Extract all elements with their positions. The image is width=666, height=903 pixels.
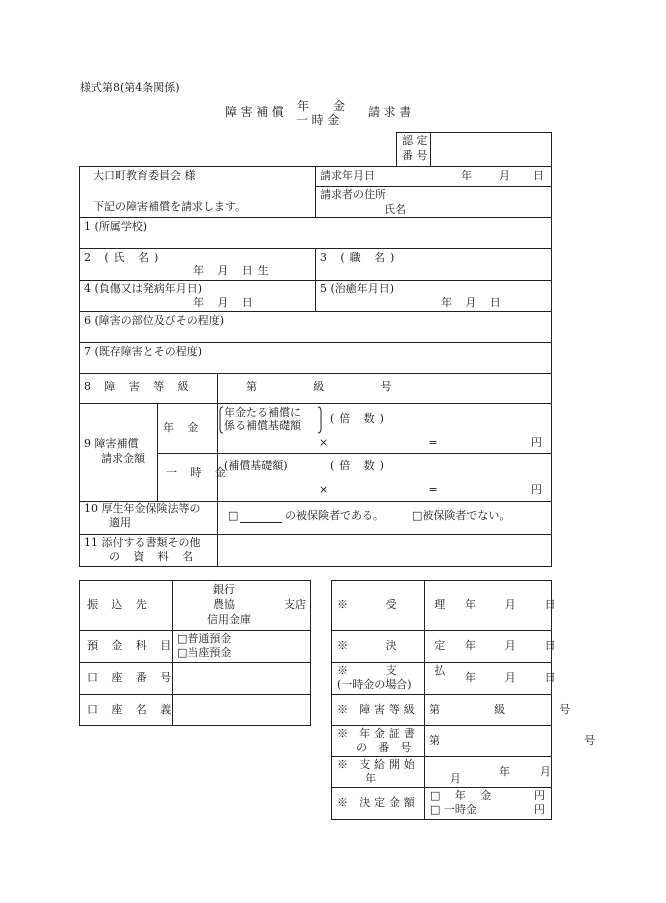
account-number-label: 口 座 番 号	[87, 671, 177, 684]
pension-amount-yen: 円	[534, 789, 545, 802]
rule	[79, 630, 311, 631]
bangou-label: 番 号	[402, 149, 428, 162]
form-title-right: 請求書	[368, 105, 415, 119]
rule	[331, 630, 552, 631]
disability-grade-value: 第 級 号	[246, 380, 418, 393]
nintei-number-field[interactable]	[432, 143, 550, 161]
account-holder-label: 口 座 名 義	[87, 703, 177, 716]
lump-sum-calc: × =	[319, 483, 487, 496]
insured-checkbox[interactable]: □	[228, 509, 239, 522]
decided-pension-option[interactable]: □ 年 金	[430, 789, 497, 802]
rule	[79, 580, 80, 726]
pension-calc: × =	[319, 436, 487, 449]
rule	[551, 580, 552, 820]
birthdate: 年 月 日生	[193, 264, 274, 277]
certificate-label-1: ※ 年金証書	[337, 727, 419, 740]
rule	[315, 166, 316, 217]
rule	[79, 694, 311, 695]
pension-label: 年 金	[163, 421, 204, 434]
claim-amount-label-2: 請求金額	[101, 452, 145, 465]
grade-label: ※ 障害等級	[337, 703, 419, 716]
injury-date-label: 4 (負傷又は発病年月日)	[84, 282, 203, 295]
rule	[331, 725, 552, 726]
date-day-unit: 日	[533, 169, 544, 182]
address-label: 請求者の住所	[320, 188, 386, 201]
bank-type-shinkin: 信用金庫	[207, 613, 251, 626]
receipt-date: 年 月 日	[465, 598, 569, 611]
recovery-date-label: 5 (治癒年月日)	[320, 282, 395, 295]
payment-date: 年 月 日	[465, 671, 569, 684]
injury-date: 年 月 日	[193, 296, 258, 309]
form-title-ichiji: 一時金	[296, 113, 343, 127]
rule	[79, 373, 552, 374]
rule	[430, 132, 431, 166]
rule	[551, 166, 552, 567]
rule	[315, 248, 316, 311]
rule	[79, 580, 311, 581]
rule	[396, 132, 552, 133]
pension-law-label-2: 適用	[109, 516, 131, 529]
decision-label: ※ 決 定	[337, 639, 463, 652]
rule	[79, 662, 311, 663]
bracket-icon	[218, 405, 328, 435]
transfer-destination-label: 振 込 先	[87, 598, 152, 611]
payment-note: (一時金の場合)	[337, 678, 412, 691]
name-label: 2 (氏 名)	[84, 251, 164, 264]
rule	[331, 787, 552, 788]
lump-sum-yen: 円	[531, 483, 542, 496]
claimant-name-label: 氏名	[384, 203, 406, 216]
decided-amount-label: ※ 決定金額	[337, 796, 419, 809]
date-month-unit: 月	[499, 169, 510, 182]
lump-sum-amount-yen: 円	[534, 803, 545, 816]
rule	[331, 694, 552, 695]
date-year-unit: 年	[461, 169, 472, 182]
deposit-type-ordinary[interactable]: □普通預金	[177, 632, 232, 645]
grade-value: 第 級 号	[429, 703, 596, 716]
job-label: 3 (職 名)	[320, 251, 400, 264]
form-title-nen: 年	[297, 99, 313, 113]
rule	[331, 819, 552, 820]
rule	[79, 534, 552, 535]
branch-label: 支店	[284, 598, 306, 611]
bank-type-nokyo: 農協	[213, 598, 235, 611]
rule	[79, 311, 552, 312]
claim-amount-label-1: 9 障害補償	[84, 437, 139, 450]
not-insured-option[interactable]: □被保険者でない。	[412, 509, 511, 522]
rule	[79, 342, 552, 343]
rule	[79, 725, 311, 726]
attachments-label-1: 11 添付する書類その他	[84, 536, 201, 549]
rule	[331, 756, 552, 757]
rule	[331, 580, 332, 820]
rule	[79, 166, 80, 567]
rule	[315, 186, 552, 187]
payment-label: ※ 支 払	[337, 664, 463, 677]
pension-yen: 円	[531, 436, 542, 449]
pension-law-label-1: 10 厚生年金保険法等の	[84, 502, 201, 515]
form-title-kin: 金	[333, 99, 349, 113]
insurance-name-blank[interactable]	[240, 522, 282, 523]
certificate-number: 第 号	[429, 734, 666, 747]
recovery-date: 年 月 日	[441, 296, 506, 309]
rule	[551, 132, 552, 166]
decided-lump-sum-option[interactable]: □ 一時金	[430, 803, 477, 816]
rule	[331, 662, 552, 663]
account-holder-field[interactable]	[175, 698, 307, 722]
pension-basis-2: 係る補償基礎額	[224, 419, 301, 432]
form-title-left: 障害補償	[225, 105, 288, 119]
form-number: 様式第8(第4条関係)	[80, 81, 180, 94]
nintei-label: 認 定	[402, 134, 428, 147]
payment-start-value: 年 月	[499, 765, 565, 778]
pension-basis-1: 年金たる補償に	[224, 406, 301, 419]
payment-start-label-2: 年 月	[365, 772, 497, 785]
compensation-basis-label: (補償基礎額)	[224, 459, 288, 472]
certificate-label-2: の 番 号	[356, 741, 416, 754]
existing-disability-label: 7 (既存障害とその程度)	[84, 345, 203, 358]
payment-start-label-1: ※ 支給開始	[337, 758, 419, 771]
decision-date: 年 月 日	[465, 639, 569, 652]
deposit-type-checking[interactable]: □当座預金	[177, 646, 232, 659]
school-label: 1 (所属学校)	[84, 220, 148, 233]
rule	[310, 580, 311, 726]
addressee-name: 大口町教育委員会 様	[93, 169, 196, 182]
multiplier-label-1: (倍 数)	[330, 412, 389, 425]
receipt-label: ※ 受 理	[337, 598, 463, 611]
disability-label: 6 (障害の部位及びその程度)	[84, 314, 225, 327]
insured-text: の被保険者である。	[285, 509, 384, 522]
request-statement: 下記の障害補償を請求します。	[93, 200, 247, 213]
attachments-label-2: の 資 料 名	[109, 550, 199, 563]
account-number-field[interactable]	[175, 666, 307, 690]
rule	[157, 403, 158, 501]
deposit-type-label: 預 金 科 目	[87, 639, 177, 652]
lump-sum-label: 一 時 金	[166, 466, 231, 479]
rule	[79, 566, 552, 567]
request-date-label: 請求年月日	[320, 169, 375, 182]
rule	[79, 217, 552, 218]
rule	[396, 132, 397, 166]
disability-grade-label: 8 障 害 等 級	[84, 380, 194, 393]
multiplier-label-2: (倍 数)	[330, 459, 389, 472]
bank-type-bank: 銀行	[213, 583, 235, 596]
rule	[331, 580, 552, 581]
rule	[79, 403, 552, 404]
